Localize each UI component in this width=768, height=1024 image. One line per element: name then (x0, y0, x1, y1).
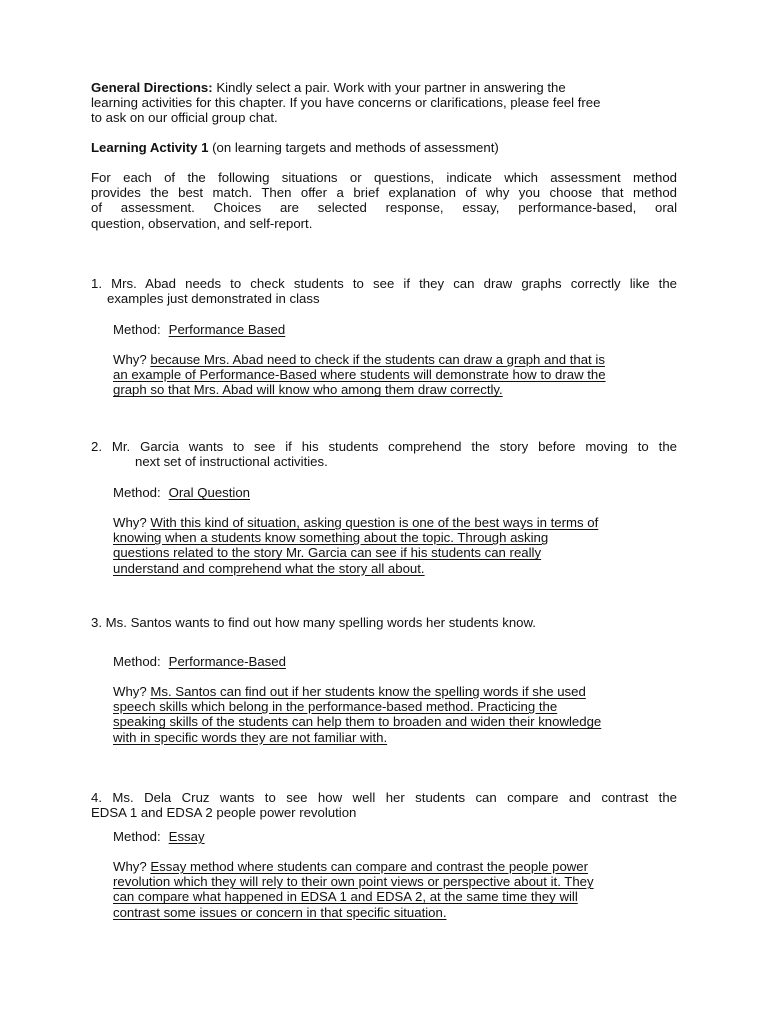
instructions-line: of assessment. Choices are selected response, essay, performance-based, oral (91, 200, 677, 216)
method-label: Method: (113, 654, 161, 669)
activity-title: Learning Activity 1 (91, 140, 209, 155)
question-text: EDSA 1 and EDSA 2 people power revolution (91, 805, 357, 821)
question-text: 2. Mr. Garcia wants to see if his students comprehend the story before moving to the (91, 439, 677, 454)
question-text: 1. Mrs. Abad needs to check students to see if they can draw graphs correctly like the (91, 276, 677, 291)
general-directions-line: learning activities for this chapter. If you have concerns or clarifications, please feel free (91, 95, 601, 111)
why-answer-1 (113, 352, 677, 398)
question-item-2 (91, 439, 677, 469)
why-answer-line: because Mrs. Abad need to check if the students can draw a graph and that is (150, 352, 605, 367)
why-answer-line: questions related to the story Mr. Garcia can see if his students can really (113, 545, 542, 561)
general-directions-line: to ask on our official group chat. (91, 110, 278, 126)
why-answer-line: Essay method where students can compare and contrast the people power (150, 859, 589, 874)
why-answer-line: speech skills which belong in the performance-based method. Practicing the (113, 699, 558, 715)
method-label: Method: (113, 485, 161, 500)
why-answer-line: graph so that Mrs. Abad will know who among them draw correctly. (113, 382, 503, 398)
method-answer: Performance Based (168, 322, 286, 337)
why-answer-line: understand and comprehend what the story all about. (113, 560, 425, 576)
question-text: 4. Ms. Dela Cruz wants to see how well her students can compare and contrast the (91, 790, 677, 805)
method-line-1 (113, 322, 285, 337)
why-answer-4 (113, 859, 677, 920)
method-label: Method: (113, 322, 161, 337)
why-answer-line: speaking skills of the students can help them to broaden and widen their knowledge (113, 714, 602, 730)
question-item-1 (91, 276, 677, 306)
instructions-paragraph (91, 170, 677, 231)
why-answer-line: Ms. Santos can find out if her students know the spelling words if she used (150, 684, 586, 699)
why-answer-line: With this kind of situation, asking question is one of the best ways in terms of (150, 515, 599, 530)
why-answer-line: an example of Performance-Based where students will demonstrate how to draw the (113, 367, 606, 383)
question-text: next set of instructional activities. (135, 454, 328, 470)
method-line-4 (113, 829, 205, 844)
general-directions (91, 80, 677, 126)
general-directions-line: Kindly select a pair. Work with your partner in answering the (212, 80, 566, 95)
why-label: Why? (113, 684, 147, 699)
why-answer-line: revolution which they will rely to their own point views or perspective about it. They (113, 874, 594, 890)
why-answer-line: contrast some issues or concern in that specific situation. (113, 904, 447, 920)
question-text: 3. Ms. Santos wants to find out how many spelling words her students know. (91, 615, 536, 630)
activity-heading (91, 140, 677, 155)
method-answer: Essay (168, 829, 205, 844)
why-answer-2 (113, 515, 677, 576)
instructions-line: question, observation, and self-report. (91, 215, 313, 231)
why-answer-line: can compare what happened in EDSA 1 and EDSA 2, at the same time they will (113, 889, 578, 905)
why-label: Why? (113, 352, 147, 367)
why-answer-3 (113, 684, 677, 745)
question-item-3 (91, 615, 677, 630)
why-answer-line: knowing when a students know something about the topic. Through asking (113, 530, 549, 546)
question-text: examples just demonstrated in class (107, 291, 320, 307)
method-answer: Performance-Based (168, 654, 286, 669)
why-label: Why? (113, 515, 147, 530)
method-answer: Oral Question (168, 485, 251, 500)
instructions-line: For each of the following situations or questions, indicate which assessment method (91, 170, 677, 185)
question-item-4 (91, 790, 677, 820)
why-label: Why? (113, 859, 147, 874)
method-line-3 (113, 654, 286, 669)
method-line-2 (113, 485, 250, 500)
activity-subtitle: (on learning targets and methods of assessment) (208, 140, 499, 155)
why-answer-line: with in specific words they are not familiar with. (113, 729, 388, 745)
instructions-line: provides the best match. Then offer a brief explanation of why you choose that method (91, 185, 677, 201)
method-label: Method: (113, 829, 161, 844)
general-directions-label: General Directions: (91, 80, 213, 95)
